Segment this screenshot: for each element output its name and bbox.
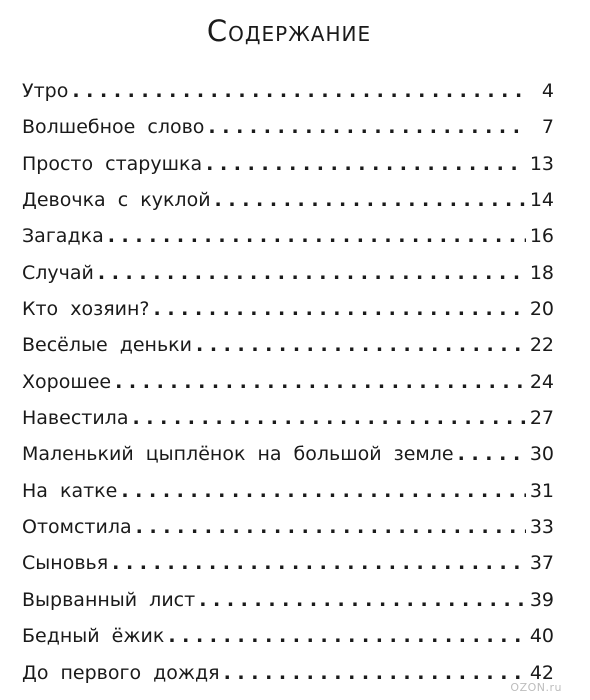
toc-entry-page: 27 <box>529 407 554 430</box>
toc-entry <box>22 189 554 225</box>
toc-entry-page: 22 <box>529 334 554 357</box>
toc-entry <box>22 80 554 116</box>
dot-leader <box>208 116 526 138</box>
toc-entry-page: 33 <box>529 516 554 539</box>
toc-entry-title: Девочка с куклой <box>22 189 211 212</box>
toc-entry-title: Волшебное слово <box>22 116 205 139</box>
toc-entry-page: 14 <box>529 189 554 212</box>
toc-entry-title: Утро <box>22 80 69 102</box>
toc-entry-page: 20 <box>529 298 554 321</box>
toc-entry-page: 42 <box>529 661 554 684</box>
dot-leader <box>168 625 526 647</box>
dot-leader <box>132 407 525 429</box>
toc-entry-page: 18 <box>529 261 554 284</box>
table-of-contents <box>22 80 554 698</box>
toc-entry <box>22 371 554 407</box>
dot-leader <box>98 262 526 284</box>
toc-entry-title: Маленький цыплёнок на большой земле <box>22 443 454 466</box>
toc-entry <box>22 589 554 625</box>
toc-entry-page: 16 <box>529 225 554 248</box>
toc-entry <box>22 662 554 698</box>
toc-entry <box>22 443 554 479</box>
toc-entry-page: 39 <box>529 588 554 611</box>
toc-entry-title: Отомстила <box>22 516 132 539</box>
dot-leader <box>206 153 526 175</box>
toc-entry-page: 24 <box>529 370 554 393</box>
toc-entry-title: Кто хозяин? <box>22 298 150 321</box>
toc-entry-title: Сыновья <box>22 552 109 575</box>
dot-leader <box>199 589 526 611</box>
dot-leader <box>224 662 526 684</box>
toc-entry-title: Весёлые деньки <box>22 334 193 357</box>
toc-entry <box>22 225 554 261</box>
toc-entry <box>22 262 554 298</box>
toc-entry-title: Загадка <box>22 225 104 248</box>
toc-entry-page: 4 <box>541 80 554 102</box>
toc-entry-title: Случай <box>22 261 94 284</box>
dot-leader <box>196 334 526 356</box>
toc-entry-title: Бедный ёжик <box>22 625 165 648</box>
toc-entry <box>22 625 554 661</box>
dot-leader <box>458 443 526 465</box>
dot-leader <box>153 298 525 320</box>
toc-entry-title: Навестила <box>22 407 129 430</box>
toc-entry-title: Вырванный лист <box>22 588 196 611</box>
toc-entry <box>22 516 554 552</box>
dot-leader <box>72 80 526 102</box>
page-title: Содержание <box>206 14 372 48</box>
toc-entry-page: 7 <box>541 116 554 139</box>
dot-leader <box>121 480 525 502</box>
dot-leader <box>215 189 526 211</box>
toc-entry-title: На катке <box>22 479 118 502</box>
dot-leader <box>108 225 526 247</box>
dot-leader <box>112 552 526 574</box>
toc-entry <box>22 552 554 588</box>
toc-entry-title: Просто старушка <box>22 152 203 175</box>
dot-leader <box>115 371 526 393</box>
toc-entry <box>22 298 554 334</box>
toc-entry-page: 31 <box>529 479 554 502</box>
toc-entry-title: До первого дождя <box>22 661 220 684</box>
dot-leader <box>136 516 526 538</box>
toc-entry <box>22 407 554 443</box>
toc-entry-page: 30 <box>529 443 554 466</box>
toc-entry-page: 13 <box>529 152 554 175</box>
toc-entry <box>22 153 554 189</box>
toc-entry <box>22 116 554 152</box>
toc-entry <box>22 480 554 516</box>
watermark-logo: OZON.ru <box>510 681 562 694</box>
toc-entry-page: 37 <box>529 552 554 575</box>
toc-entry-page: 40 <box>529 625 554 648</box>
toc-entry-title: Хорошее <box>22 370 112 393</box>
toc-entry <box>22 334 554 370</box>
